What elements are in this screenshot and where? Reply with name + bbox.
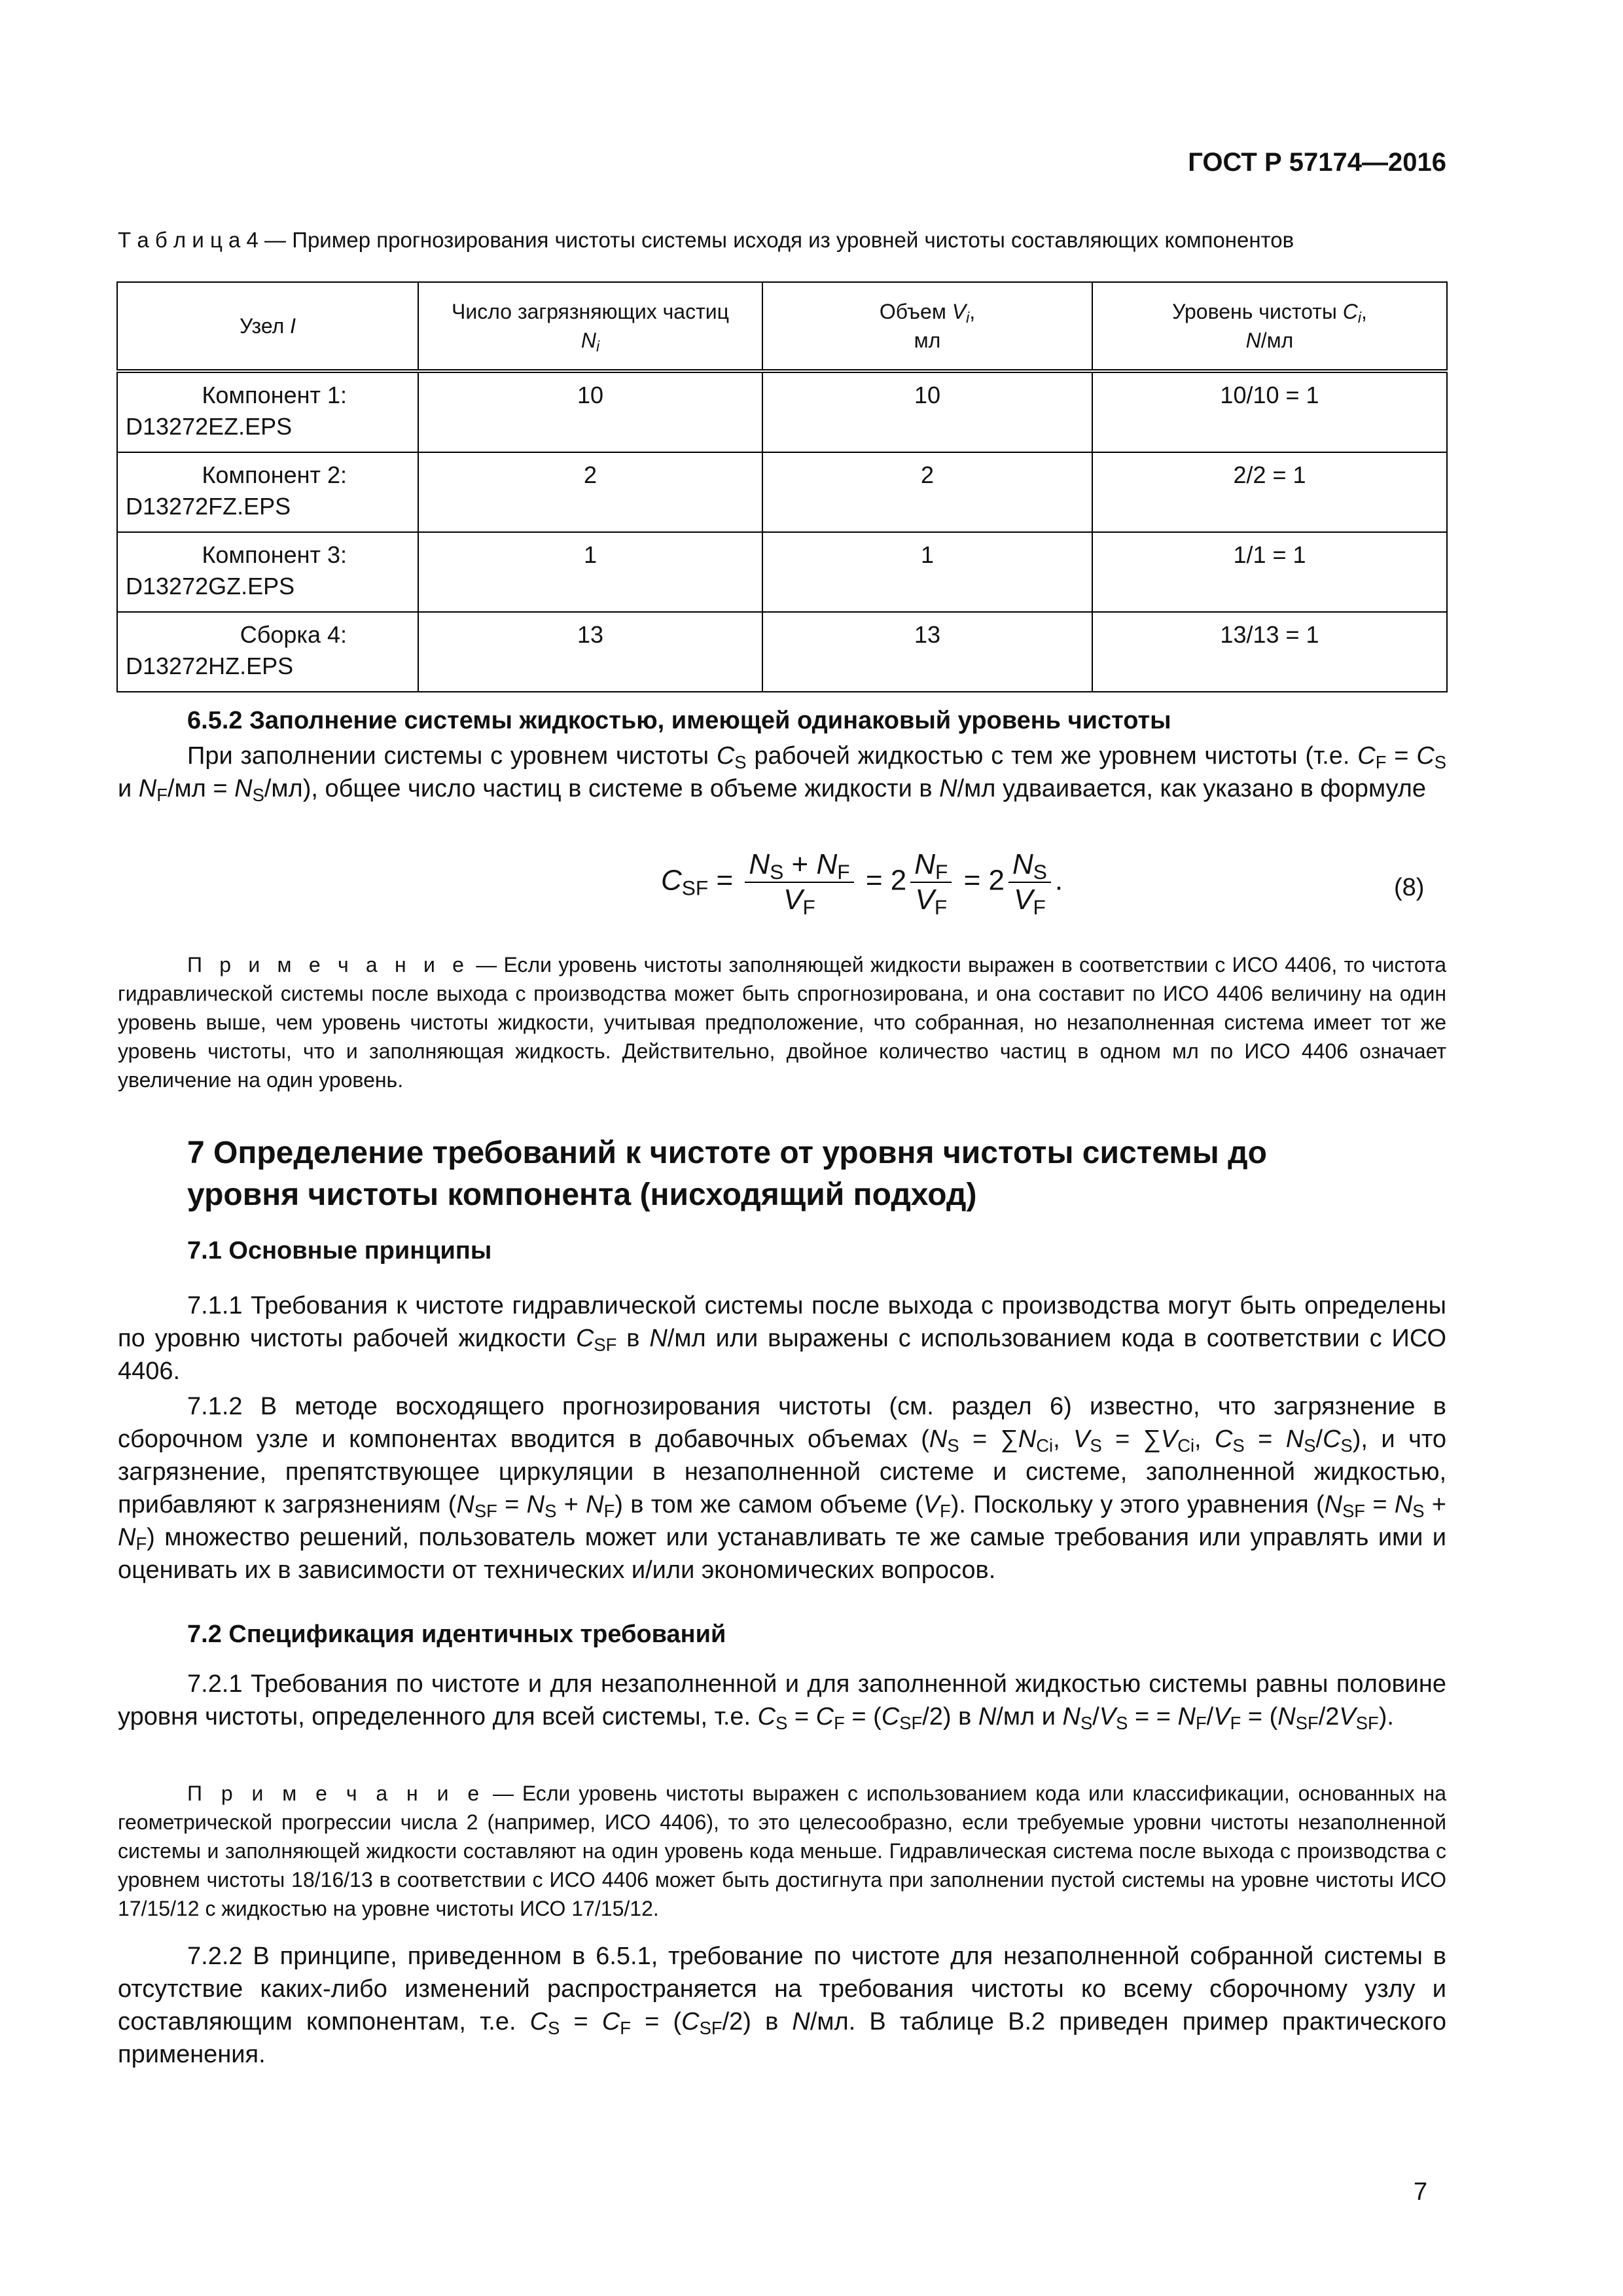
p711-text-b: в — [616, 1325, 650, 1352]
header-particles — [418, 282, 762, 371]
cell-volume: 1 — [762, 532, 1092, 612]
row-name: Компонент 2: — [202, 461, 347, 488]
p1-text-d: /мл), общее число частиц в системе в объеме жидкости в — [264, 775, 940, 802]
header-level-unit: /мл — [1260, 329, 1294, 352]
cell-node — [117, 532, 418, 612]
p711-text-a: 7.1.1 Требования к чистоте гидравлической системы после выхода с производства могут быть определены по уровню чистоты рабочей жидкости — [118, 1292, 1446, 1352]
cell-level: 10/10 = 1 — [1092, 371, 1447, 452]
paragraph-711: 7.1.1 Требования к чистоте гидравлической системы после выхода с производства могут быть определены по уровню чистоты рабочей жидкости $C_{SF}$ в N/мл или выражены с использованием кода в соответствии с ИСО 4406. — [118, 1292, 1447, 1385]
note-721 — [118, 1779, 1446, 1923]
cell-level: 2/2 = 1 — [1092, 452, 1447, 532]
document-header: ГОСТ Р 57174—2016 — [1188, 148, 1446, 177]
section-71-heading: 7.1 Основные принципы — [187, 1237, 492, 1265]
note2-text: — Если уровень чистоты выражен с использованием кода или классификации, основанных на геометрической прогрессии числа 2 (например, ИСО 4406), то это целесообразно, если требуемые уровни чистоты незаполненной системы и заполняющей жидкости составляют на один уровень кода меньше. Гидравлическая система после выхода с производства с уровнем чистоты 18/16/13 в соответствии с ИСО 4406 может быть достигнута при заполнении пустой системы на уровне чистоты ИСО 17/15/12 с жидкостью на уровне чистоты ИСО 17/15/12. — [118, 1782, 1447, 1920]
header-node-var: I — [290, 314, 296, 338]
cell-volume: 10 — [762, 371, 1092, 452]
cell-volume: 2 — [762, 452, 1092, 532]
section-652-paragraph: При заполнении системы с уровнем чистоты $C_S$ рабочей жидкостью с тем же уровнем чистоты (т.е. $C_F = C_S$ и $N_F/мл = N_S/мл$), общее число частиц в системе в объеме жидкости в N/мл удваивается, как указано в формуле — [118, 742, 1447, 805]
paragraph-722: 7.2.2 В принципе, приведенном в 6.5.1, требование по чистоте для незаполненной собранной системы в отсутствие каких-либо изменений распространяется на требования чистоты ко всему сборочному узлу и составляющим компонентам, т.е. $C_S = C_F = (C_{SF}/2)$ в N/мл. В таблице В.2 приведен пример практического применения. — [118, 1943, 1446, 2068]
header-level-sub: i — [1357, 308, 1361, 326]
section-652-heading: 6.5.2 Заполнение системы жидкостью, имеющей одинаковый уровень чистоты — [187, 707, 1171, 734]
p1-text-a: При заполнении системы с уровнем чистоты — [187, 742, 717, 770]
p721-text-a: 7.2.1 Требования по чистоте и для незаполненной и для заполненной жидкостью системы равны половине уровня чистоты, определенного для всей системы, т.е. — [118, 1670, 1446, 1731]
header-level-label: Уровень чистоты — [1172, 300, 1337, 323]
header-volume-unit: мл — [914, 329, 941, 352]
row-file: D13272FZ.EPS — [126, 493, 291, 520]
row-name: Сборка 4: — [240, 621, 347, 648]
formula-number: (8) — [1394, 874, 1425, 901]
note-652 — [118, 950, 1446, 1094]
row-file: D13272EZ.EPS — [126, 413, 293, 440]
components-table — [116, 281, 1448, 692]
section-7-heading-line1: 7 Определение требований к чистоте от уровня чистоты системы до — [187, 1136, 1267, 1170]
header-level: Уровень чистоты $C_i$, N/мл — [1092, 282, 1447, 371]
cell-node — [117, 612, 418, 692]
paragraph-712: 7.1.2 В методе восходящего прогнозирования чистоты (см. раздел 6) известно, что загрязнение в сборочном узле и компонентах вводится в добавочных объемах ($N_S = \sum N_{Ci}$, $V_S = \sum V_{Ci}$, $C_S = N_S/C_S$), и что загрязнение, препятствующее циркуляции в незаполненной системе и системе, заполненной жидкостью, прибавляют к загрязнениям $(N_{SF} = N_S + N_F)$ в том же самом объеме $(V_F)$. Поскольку у этого уравнения $(N_{SF} = N_S + N_F)$ множество решений, пользователь может или устанавливать те же самые требования или управлять ими и оценивать их в зависимости от технических и/или экономических вопросов. — [118, 1393, 1446, 1584]
header-particles-sub: i — [596, 337, 600, 355]
cell-particles: 1 — [418, 532, 762, 612]
formula-fraction-2: $\frac{N_F}{V_F}$ — [910, 848, 952, 917]
formula-fraction-3: $\frac{N_S}{V_F}$ — [1008, 848, 1051, 917]
header-volume-sub: i — [966, 308, 970, 326]
table-row — [117, 452, 1447, 532]
note-text: — Если уровень чистоты заполняющей жидкости выражен в соответствии с ИСО 4406, то чистота гидравлической системы после выхода с производства может быть спрогнозирована, и она составит по ИСО 4406 величину на один уровень выше, чем уровень чистоты жидкости, учитывая предположение, что собранная, но незаполненная система имеет тот же уровень чистоты, что и заполняющая жидкость. Действительно, двойное количество частиц в одном мл по ИСО 4406 означает увеличение на один уровень. — [118, 953, 1447, 1092]
header-node-label: Узел — [239, 314, 285, 338]
p1-text-e: /мл удваивается, как указано в формуле — [957, 775, 1426, 802]
section-7-heading — [187, 1132, 1365, 1216]
p712-text-c: ) в том же самом объеме ( — [615, 1491, 923, 1518]
row-file: D13272HZ.EPS — [126, 653, 294, 679]
formula-fraction-1: $\frac{N_S + N_F}{V_F}$ — [745, 848, 853, 917]
table-row — [117, 371, 1447, 452]
cell-level: 1/1 = 1 — [1092, 532, 1447, 612]
cell-particles: 13 — [418, 612, 762, 692]
p1-text-c: и — [118, 775, 139, 802]
header-volume-label: Объем — [879, 300, 946, 323]
table-caption-prefix: Т а б л и ц а 4 — [118, 228, 259, 252]
p722-text-a: 7.2.2 В принципе, приведенном в 6.5.1, требование по чистоте для незаполненной собранной системы в отсутствие каких-либо изменений распространяется на требования чистоты ко всему сборочному узлу и составляющим компонентам, т.е. — [118, 1943, 1446, 2036]
cell-level: 13/13 = 1 — [1092, 612, 1447, 692]
row-file: D13272GZ.EPS — [126, 573, 295, 600]
p712-text-e: ) множество решений, пользователь может или устанавливать те же самые требования или управлять ими и оценивать их в зависимости от технических и/или экономических вопросов. — [118, 1524, 1446, 1584]
row-name: Компонент 1: — [202, 382, 347, 408]
page-number: 7 — [1414, 2178, 1428, 2206]
table-row — [117, 532, 1447, 612]
p712-text-a: 7.1.2 В методе восходящего прогнозирования чистоты (см. раздел 6) известно, что загрязнение в сборочном узле и компонентах вводится в добавочных объемах ( — [118, 1393, 1446, 1453]
p721-text-c: /мл и — [996, 1703, 1063, 1731]
note2-prefix: П р и м е ч а н и е — [187, 1782, 485, 1805]
table-caption-text: — Пример прогнозирования чистоты системы исходя из уровней чистоты составляющих компонентов — [258, 228, 1294, 252]
table-caption — [118, 228, 1446, 253]
cell-node — [117, 452, 418, 532]
p712-text-b: ), и что загрязнение, препятствующее циркуляции в незаполненной системе и системе, заполненной жидкостью, прибавляют к загрязнениям ( — [118, 1426, 1446, 1518]
p712-text-d: ). Поскольку у этого уравнения ( — [950, 1491, 1325, 1518]
formula-8: $C_{SF}$ = $\frac{N_S + N_F}{V_F}$ = 2 $\frac{N_F}{V_F}$ = 2 $\frac{N_S}{V_F}$ . — [661, 848, 1063, 919]
header-level-unit-var: N — [1245, 329, 1261, 352]
p721-text-b: /2) в — [922, 1703, 978, 1731]
p722-text-b: /2) в — [722, 2008, 793, 2036]
header-volume: Объем $V_i$, мл — [762, 282, 1092, 371]
header-volume-var: V — [952, 300, 967, 323]
p711-text-c: /мл или выражены с использованием кода в соответствии с ИСО 4406. — [118, 1325, 1447, 1385]
header-node — [117, 282, 418, 371]
table-header-row — [117, 282, 1447, 371]
p722-text-c: /мл. В таблице В.2 приведен пример практического применения. — [118, 2008, 1446, 2068]
cell-volume: 13 — [762, 612, 1092, 692]
header-particles-label: Число загрязняющих частиц — [452, 300, 729, 323]
cell-node — [117, 371, 418, 452]
header-level-var: C — [1342, 300, 1358, 323]
section-7-heading-line2: уровня чистоты компонента (нисходящий подход) — [187, 1177, 977, 1212]
note-prefix: П р и м е ч а н и е — [187, 953, 469, 977]
paragraph-721: 7.2.1 Требования по чистоте и для незаполненной и для заполненной жидкостью системы равны половине уровня чистоты, определенного для всей системы, т.е. $C_S = C_F = (C_{SF}/2)$ в N/мл и $N_S/V_S$ = = $N_F/V_F = (N_{SF}/2V_{SF})$. — [118, 1670, 1446, 1733]
section-72-heading: 7.2 Спецификация идентичных требований — [187, 1621, 726, 1648]
table-row — [117, 612, 1447, 692]
cell-particles: 2 — [418, 452, 762, 532]
cell-particles: 10 — [418, 371, 762, 452]
p1-text-b: рабочей жидкостью с тем же уровнем чистоты (т.е. — [746, 742, 1358, 770]
row-name: Компонент 3: — [202, 541, 347, 568]
header-particles-var: N — [580, 329, 596, 352]
